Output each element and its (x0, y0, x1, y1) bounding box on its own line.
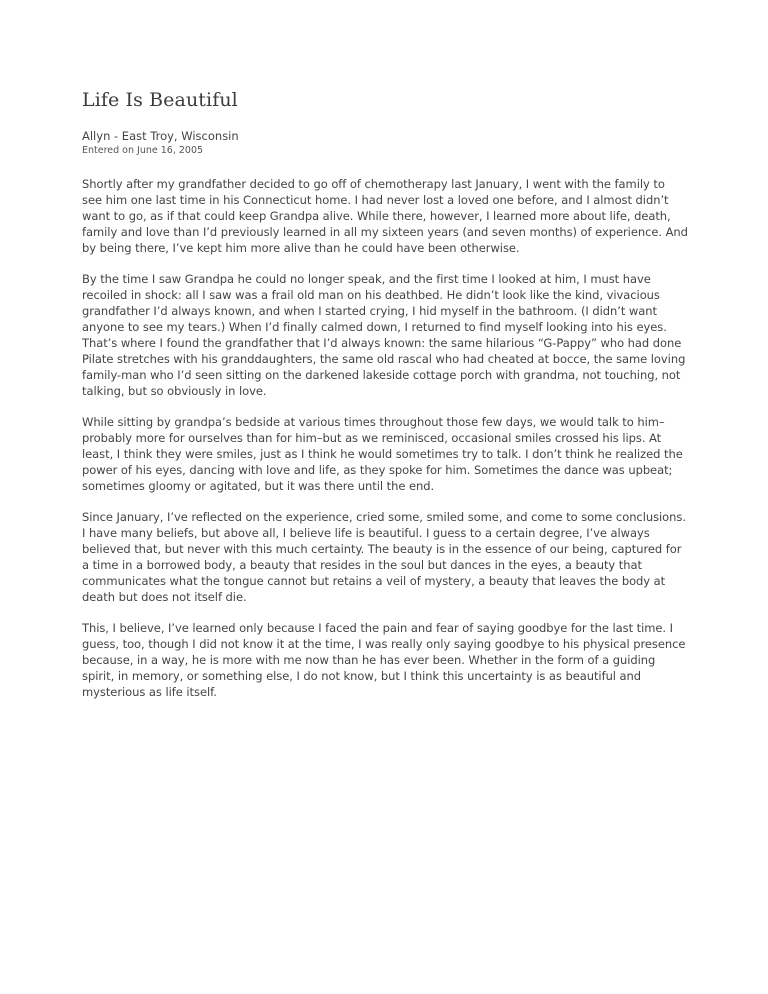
article-body (82, 176, 688, 700)
body-paragraph: This, I believe, I’ve learned only because I faced the pain and fear of saying goodbye for the last time. I guess, too, though I did not know it at the time, I was really only saying goodbye to his physical presence because, in a way, he is more with me now than he has ever been. Whether in the form of a guiding spirit, in memory, or something else, I do not know, but I think this uncertainty is as beautiful and mysterious as life itself. (82, 621, 686, 699)
body-paragraph: Since January, I’ve reflected on the experience, cried some, smiled some, and come to some conclusions. I have many beliefs, but above all, I believe life is beautiful. I guess to a certain degree, I’ve always believed that, but never with this much certainty. The beauty is in the essence of our being, captured for a time in a borrowed body, a beauty that resides in the soul but dances in the eyes, a beauty that communicates what the tongue cannot but retains a veil of mystery, a beauty that leaves the body at death but does not itself die. (82, 510, 686, 604)
entry-date: Entered on June 16, 2005 (82, 145, 204, 156)
body-paragraph: Shortly after my grandfather decided to go off of chemotherapy last January, I went with the family to see him one last time in his Connecticut home. I had never lost a loved one before, and I almost didn’t want to go, as if that could keep Grandpa alive. While there, however, I learned more about life, death, family and love than I’d previously learned in all my sixteen years (and seven months) of experience. And by being there, I’ve kept him more alive than he could have been otherwise. (82, 177, 688, 255)
author-line: Allyn - East Troy, Wisconsin (82, 129, 239, 143)
body-paragraph: While sitting by grandpa’s bedside at various times throughout those few days, we would talk to him–probably more for ourselves than for him–but as we reminisced, occasional smiles crossed his lips. At least, I think they were smiles, just as I think he would sometimes try to talk. I don’t think he realized the power of his eyes, dancing with love and life, as they spoke for him. Sometimes the dance was upbeat; sometimes gloomy or agitated, but it was there until the end. (82, 415, 683, 493)
article-title: Life Is Beautiful (82, 89, 238, 111)
article (82, 88, 688, 715)
body-paragraph: By the time I saw Grandpa he could no longer speak, and the first time I looked at him, I must have recoiled in shock: all I saw was a frail old man on his deathbed. He didn’t look like the kind, vivacious grandfather I’d always known, and when I started crying, I hid myself in the bathroom. (I didn’t want anyone to see my tears.) When I’d finally calmed down, I returned to find myself looking into his eyes. That’s where I found the grandfather that I’d always known: the same hilarious “G-Pappy” who had done Pilate stretches with his granddaughters, the same old rascal who had cheated at bocce, the same loving family-man who I’d seen sitting on the darkened lakeside cottage porch with grandma, not touching, not talking, but so obviously in love. (82, 272, 686, 398)
